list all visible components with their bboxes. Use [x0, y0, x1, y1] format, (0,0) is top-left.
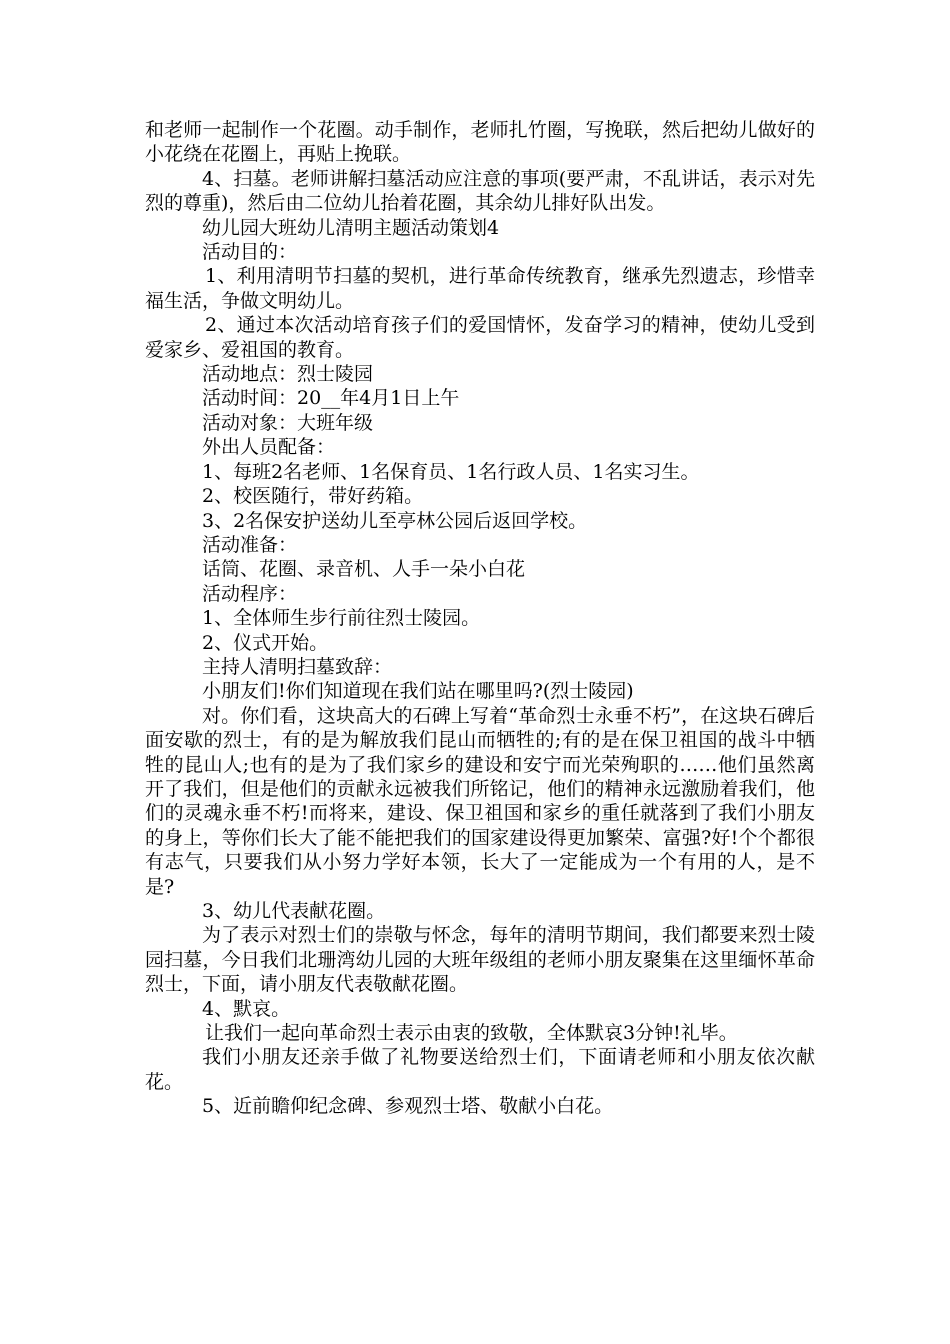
paragraph: 让我们一起向革命烈士表示由衷的致敬，全体默哀3分钟!礼毕。 — [205, 1022, 738, 1045]
paragraph: 1、全体师生步行前往烈士陵园。 — [202, 607, 481, 630]
paragraph: 活动准备： — [202, 533, 298, 556]
paragraph: 3、2名保安护送幼儿至亭林公园后返回学校。 — [202, 509, 588, 532]
paragraph: 活动对象：大班年级 — [202, 411, 374, 434]
paragraph: 为了表示对烈士们的崇敬与怀念，每年的清明节期间，我们都要来烈士陵园扫墓，今日我们北珊湾幼儿园的大班年级组的老师小朋友聚集在这里缅怀革命烈士，下面，请小朋友代表敬献花圈。 — [145, 924, 815, 996]
paragraph: 外出人员配备： — [202, 436, 336, 459]
paragraph: 2、通过本次活动培育孩子们的爱国情怀，发奋学习的精神，使幼儿受到爱家乡、爱祖国的教育。 — [145, 314, 815, 361]
paragraph: 5、近前瞻仰纪念碑、参观烈士塔、敬献小白花。 — [202, 1095, 614, 1118]
paragraph: 4、默哀。 — [202, 997, 291, 1020]
paragraph: 1、每班2名老师、1名保育员、1名行政人员、1名实习生。 — [202, 460, 700, 483]
paragraph: 小朋友们!你们知道现在我们站在哪里吗?(烈士陵园) — [202, 680, 634, 703]
paragraph: 1、利用清明节扫墓的契机，进行革命传统教育，继承先烈遗志，珍惜幸福生活，争做文明幼儿。 — [145, 265, 815, 312]
paragraph: 主持人清明扫墓致辞： — [202, 655, 393, 678]
paragraph: 活动程序： — [202, 582, 298, 605]
paragraph: 3、幼儿代表献花圈。 — [202, 900, 386, 922]
paragraph: 活动目的： — [202, 241, 298, 264]
paragraph: 4、扫墓。老师讲解扫墓活动应注意的事项(要严肃，不乱讲话，表示对先烈的尊重)，然后由二位幼儿抬着花圈，其余幼儿排好队出发。 — [145, 167, 815, 215]
paragraph: 对。你们看，这块高大的石碑上写着“革命烈士永垂不朽”，在这块石碑后面安歇的烈士，有的是为解放我们昆山而牺牲的;有的是在保卫祖国的战斗中牺牲的昆山人;也有的是为了我们家乡的建设和安宁而光荣殉职的……他们虽然离开了我们，但是他们的贡献永远被我们所铭记，他们的精神永远激励着我们，他们的灵魂永垂不朽!而将来，建设、保卫祖国和家乡的重任就落到了我们小朋友的身上，等你们长大了能不能把我们的国家建设得更加繁荣、富强?好!个个都很有志气，只要我们从小努力学好本领，长大了一定能成为一个有用的人，是不是? — [145, 704, 815, 898]
section-heading: 幼儿园大班幼儿清明主题活动策划4 — [202, 216, 500, 239]
paragraph: 我们小朋友还亲手做了礼物要送给烈士们，下面请老师和小朋友依次献花。 — [145, 1046, 815, 1093]
paragraph: 和老师一起制作一个花圈。动手制作，老师扎竹圈，写挽联，然后把幼儿做好的小花绕在花圈上，再贴上挽联。 — [145, 119, 815, 166]
document-body — [145, 118, 815, 1119]
paragraph: 活动地点：烈士陵园 — [202, 363, 374, 386]
paragraph: 话筒、花圈、录音机、人手一朵小白花 — [202, 558, 526, 581]
paragraph: 2、仪式开始。 — [202, 631, 329, 654]
paragraph: 2、校医随行，带好药箱。 — [202, 485, 424, 508]
paragraph: 活动时间：20__年4月1日上午 — [202, 387, 460, 410]
